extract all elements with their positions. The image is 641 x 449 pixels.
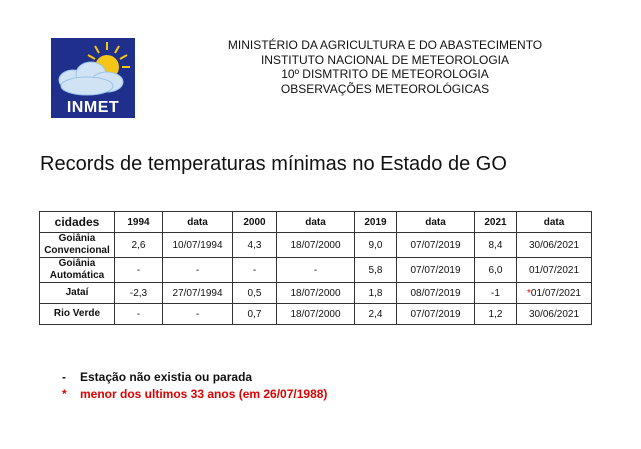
table-row [40, 233, 592, 258]
record-mark: * [527, 287, 531, 299]
note-symbol: - [62, 370, 66, 384]
city-station: Convencional [44, 245, 110, 256]
table-cell: -1 [475, 283, 517, 304]
table-cell: 0,5 [233, 283, 277, 304]
header-cell-2000: 2000 [233, 212, 277, 233]
city-name: Goiânia [58, 258, 96, 269]
table-cell: 0,7 [233, 304, 277, 325]
table-cell: 07/07/2019 [397, 304, 475, 325]
header-cell-date-1994: data [163, 212, 233, 233]
header-cell-1994: 1994 [115, 212, 163, 233]
header-cell-date-2021: data [517, 212, 592, 233]
header-cell-date-2000: data [277, 212, 355, 233]
notes-block [62, 369, 327, 403]
city-name: Goiânia [58, 233, 96, 244]
table-cell: 6,0 [475, 258, 517, 283]
city-name: Jataí [65, 287, 89, 298]
table-cell: 27/07/1994 [163, 283, 233, 304]
table-row [40, 258, 592, 283]
table-cell: 9,0 [355, 233, 397, 258]
table-cell: - [163, 304, 233, 325]
header-cell-cities: cidades [40, 212, 115, 233]
logo-text: INMET [66, 99, 120, 116]
table-cell: 2,6 [115, 233, 163, 258]
page-title: Records de temperaturas mínimas no Estado de GO [40, 153, 507, 175]
note-symbol: * [62, 387, 67, 401]
records-table [39, 211, 592, 325]
table-cell [517, 258, 592, 283]
date-value: 01/07/2021 [528, 264, 580, 276]
table-cell [517, 304, 592, 325]
inmet-logo [51, 38, 135, 118]
table-cell: 2,4 [355, 304, 397, 325]
table-cell: 1,2 [475, 304, 517, 325]
table-cell: - [277, 258, 355, 283]
table-cell: 18/07/2000 [277, 233, 355, 258]
table-cell: - [233, 258, 277, 283]
city-cell [40, 304, 115, 325]
table-cell: - [115, 304, 163, 325]
header-line-ministry: MINISTÉRIO DA AGRICULTURA E DO ABASTECIMENTO [227, 38, 543, 52]
city-station: Automática [49, 270, 105, 281]
header-line-institute: INSTITUTO NACIONAL DE METEOROLOGIA [260, 52, 510, 67]
table-cell: 18/07/2000 [277, 304, 355, 325]
table-row [40, 304, 592, 325]
date-value: 30/06/2021 [528, 239, 580, 251]
table-cell [517, 283, 592, 304]
header-line-observations: OBSERVAÇÕES METEOROLÓGICAS [280, 81, 490, 96]
table-cell: 8,4 [475, 233, 517, 258]
header-cell-2019: 2019 [355, 212, 397, 233]
header-block [190, 38, 580, 96]
city-cell [40, 233, 115, 258]
city-cell [40, 258, 115, 283]
table-cell: 4,3 [233, 233, 277, 258]
table-cell: 5,8 [355, 258, 397, 283]
note-text: menor dos ultimos 33 anos (em 26/07/1988) [80, 387, 328, 401]
date-value: 01/07/2021 [530, 287, 581, 299]
city-cell [40, 283, 115, 304]
note-record [62, 386, 327, 403]
table-cell: - [163, 258, 233, 283]
note-text: Estação não existia ou parada [80, 370, 253, 384]
table-cell: 18/07/2000 [277, 283, 355, 304]
table-header-row [40, 212, 592, 233]
date-value: 30/06/2021 [528, 308, 580, 320]
table-cell: 08/07/2019 [397, 283, 475, 304]
header-cell-2021: 2021 [475, 212, 517, 233]
table-cell: - [115, 258, 163, 283]
table-cell: 1,8 [355, 283, 397, 304]
header-cell-date-2019: data [397, 212, 475, 233]
table-cell: -2,3 [115, 283, 163, 304]
table-cell: 10/07/1994 [163, 233, 233, 258]
table-cell: 07/07/2019 [397, 258, 475, 283]
city-name: Rio Verde [53, 308, 101, 319]
table-row [40, 283, 592, 304]
table-cell [517, 233, 592, 258]
note-unavailable [62, 369, 327, 386]
header-line-district: 10º DISMTRITO DE METEOROLOGIA [281, 67, 489, 81]
table-cell: 07/07/2019 [397, 233, 475, 258]
